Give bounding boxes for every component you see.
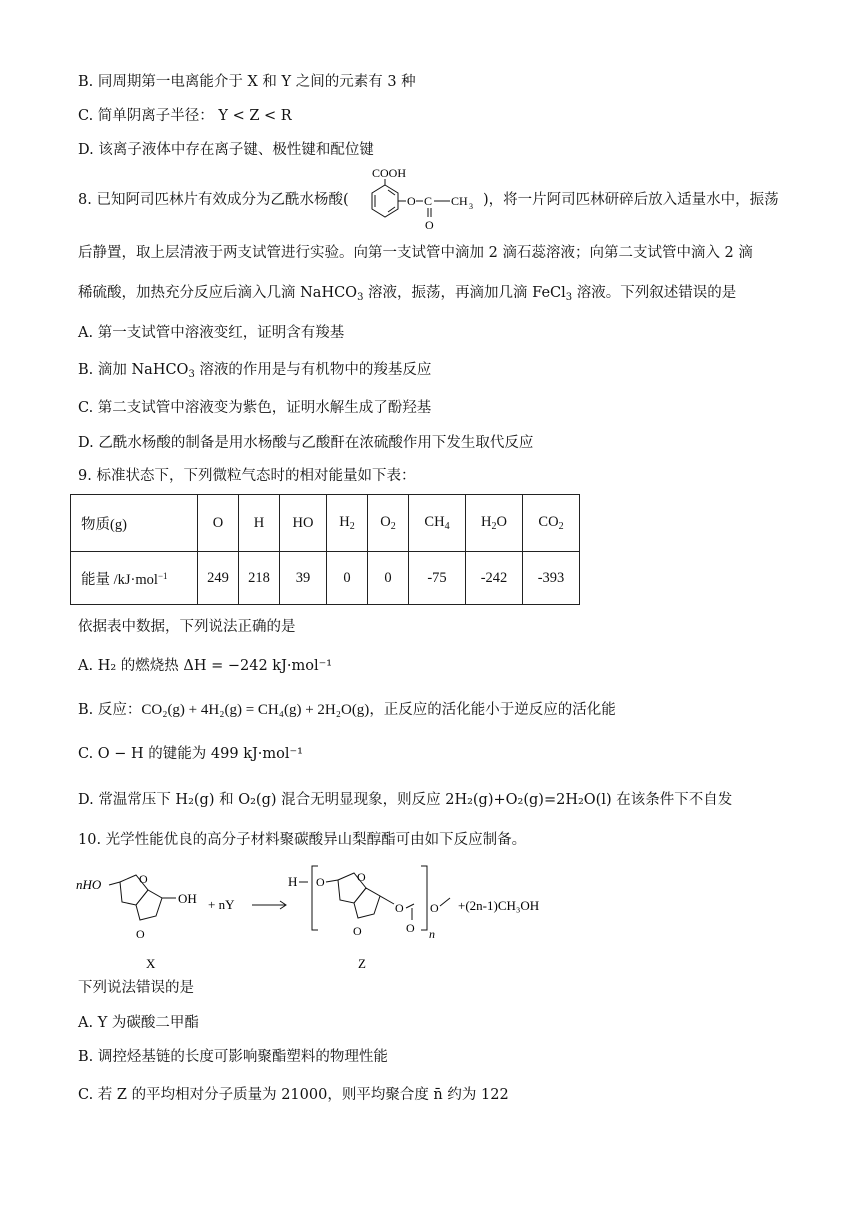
- energy-table-value-cell: -242: [466, 552, 523, 605]
- energy-table-header-sub: 2: [558, 521, 564, 532]
- aspirin-structure: [350, 165, 500, 233]
- z-ring-o-bottom: O: [353, 924, 362, 938]
- compound-z-label: Z: [358, 956, 366, 971]
- energy-table-row2-sup: −1: [157, 570, 168, 581]
- energy-table: [70, 494, 580, 605]
- aspirin-c-label: C: [424, 194, 433, 208]
- q9-option-b: [78, 700, 616, 720]
- energy-table-value-row: [71, 552, 580, 605]
- q8-option-b-sub: 3: [188, 369, 195, 380]
- x-ring-o-bottom: O: [136, 927, 145, 941]
- energy-table-value-cell: -75: [409, 552, 466, 605]
- q9-option-d: D. 常温常压下 H₂(g) 和 O₂(g) 混合无明显现象，则反应 2H₂(g)+O₂(g)=2H₂O(l) 在该条件下不自发: [78, 792, 733, 808]
- energy-table-value-cell: -393: [523, 552, 580, 605]
- q7-option-b: B. 同周期第一电离能介于 X 和 Y 之间的元素有 3 种: [78, 74, 416, 90]
- energy-table-row2-text: 能量 /kJ·mol: [81, 571, 158, 588]
- energy-table-header-main: CH: [424, 514, 445, 530]
- energy-table-row2-label: [71, 552, 198, 605]
- q8-option-b-a: B. 滴加 NaHCO: [78, 362, 189, 378]
- energy-table-value-cell: 0: [327, 552, 368, 605]
- aspirin-ch3-label: CH: [451, 194, 468, 208]
- q8-option-c: C. 第二支试管中溶液变为紫色，证明水解生成了酚羟基: [78, 400, 432, 416]
- energy-table-header-main: O: [380, 514, 391, 530]
- energy-table-header-cell: [409, 495, 466, 552]
- q7-option-c: C. 简单阴离子半径： Y < Z < R: [78, 108, 292, 124]
- energy-table-header-cell: [523, 495, 580, 552]
- q8-stem-line1-post: )，将一片阿司匹林研碎后放入适量水中，振荡: [483, 192, 779, 208]
- energy-table-header-main: CO: [538, 514, 559, 530]
- carbonate-o-label: O: [395, 901, 404, 915]
- compound-x-label: X: [146, 956, 156, 971]
- x-ring-o-top: O: [139, 872, 148, 886]
- energy-table-header-cell: [368, 495, 409, 552]
- q8-stem-line3-b: 溶液，振荡，再滴加几滴 FeCl: [363, 285, 566, 301]
- energy-table-header-cell: [466, 495, 523, 552]
- polymer-h-label: H: [288, 874, 298, 889]
- q10-stem: 10. 光学性能优良的高分子材料聚碳酸异山梨醇酯可由如下反应制备。: [78, 832, 527, 848]
- q8-option-d: D. 乙酰水杨酸的制备是用水杨酸与乙酸酐在浓硫酸作用下发生取代反应: [78, 435, 534, 451]
- q10-option-c: C. 若 Z 的平均相对分子质量为 21000，则平均聚合度 n̄ 约为 122: [78, 1087, 509, 1103]
- energy-table-header-sub: 2: [491, 521, 497, 532]
- energy-table-value-cell: 218: [239, 552, 280, 605]
- repeat-n-label: n: [429, 927, 435, 941]
- end-o-label: O: [430, 901, 439, 915]
- reactant-oh-label: OH: [178, 891, 197, 906]
- energy-table-header-cell: [327, 495, 368, 552]
- q9-option-c: C. O − H 的键能为 499 kJ·mol⁻¹: [78, 746, 303, 762]
- q8-option-a: A. 第一支试管中溶液变红，证明含有羧基: [78, 325, 345, 341]
- energy-table-row1-label: 物质(g): [71, 495, 198, 552]
- q8-option-b-b: 溶液的作用是与有机物中的羧基反应: [194, 362, 432, 378]
- plus-ny-label: + nY: [208, 897, 235, 912]
- aspirin-ch3-sub: 3: [469, 202, 473, 211]
- energy-table-header-cell: HO: [280, 495, 327, 552]
- q9-option-b-post: ，正反应的活化能小于逆反应的活化能: [369, 702, 616, 718]
- energy-table-header-cell: H: [239, 495, 280, 552]
- energy-table-header-sub: 2: [349, 521, 355, 532]
- q7-option-d: D. 该离子液体中存在离子键、极性键和配位键: [78, 142, 374, 158]
- q9-after-table: 依据表中数据，下列说法正确的是: [78, 619, 296, 635]
- q8-stem-line2: 后静置，取上层清液于两支试管进行实验。向第一支试管中滴加 2 滴石蕊溶液；向第二支试管中滴入 2 滴: [78, 245, 753, 261]
- q8-stem-line3-c: 溶液。下列叙述错误的是: [572, 285, 737, 301]
- energy-table-value-cell: 39: [280, 552, 327, 605]
- q10-option-b: B. 调控烃基链的长度可影响聚酯塑料的物理性能: [78, 1049, 388, 1065]
- energy-table-header-main: H: [339, 514, 350, 530]
- q9-stem: 9. 标准状态下，下列微粒气态时的相对能量如下表：: [78, 468, 416, 484]
- q9-option-b-pre: B. 反应：: [78, 702, 142, 718]
- aspirin-cooh-label: COOH: [372, 166, 407, 180]
- q8-stem-line1-pre: 8. 已知阿司匹林片有效成分为乙酰水杨酸(: [78, 192, 349, 208]
- energy-table-header-tail: O: [496, 514, 507, 530]
- q8-stem-line3-a: 稀硫酸，加热充分反应后滴入几滴 NaHCO: [78, 285, 358, 301]
- q8-option-b: [78, 360, 431, 385]
- q8-stem-line3-sub2: 3: [565, 292, 573, 303]
- q9-option-a: A. H₂ 的燃烧热 ΔH = −242 kJ·mol⁻¹: [78, 658, 333, 674]
- q9-option-b-equation: CO₂(g) + 4H₂(g) = CH₄(g) + 2H₂O(g): [141, 702, 370, 718]
- energy-table-header-sub: 4: [444, 521, 450, 532]
- carbonyl-o-label: O: [406, 921, 415, 935]
- energy-table-header-cell: O: [198, 495, 239, 552]
- isosorbide-reaction-scheme: [76, 860, 596, 975]
- q8-stem-line3: [78, 283, 736, 308]
- polymer-o-label: O: [316, 875, 325, 889]
- byproduct-label: +(2n-1)CH₃OH: [458, 898, 540, 913]
- aspirin-carbonyl-o-label: O: [425, 218, 434, 232]
- energy-table-header-sub: 2: [390, 521, 396, 532]
- energy-table-header-main: H: [481, 514, 492, 530]
- reactant-nho-label: nHO: [76, 877, 102, 892]
- energy-table-value-cell: 0: [368, 552, 409, 605]
- energy-table-header-row: [71, 495, 580, 552]
- z-ring-o-top: O: [357, 870, 366, 884]
- q10-option-a: A. Y 为碳酸二甲酯: [78, 1015, 199, 1031]
- aspirin-o-label: O: [407, 194, 416, 208]
- q10-after-scheme: 下列说法错误的是: [78, 980, 194, 996]
- energy-table-value-cell: 249: [198, 552, 239, 605]
- q8-stem-line3-sub1: 3: [357, 292, 364, 303]
